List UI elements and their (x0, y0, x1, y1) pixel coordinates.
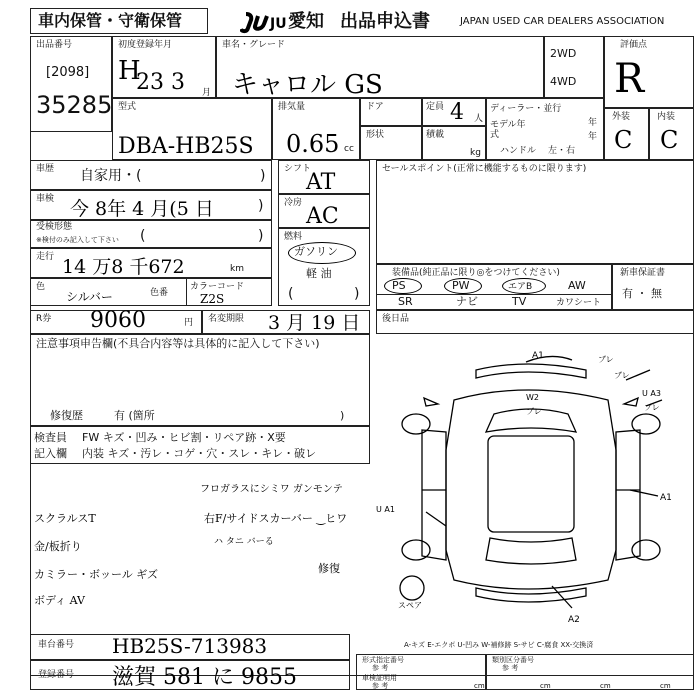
equip-tv: TV (512, 295, 527, 308)
load-unit: kg (470, 148, 481, 158)
inspector-label-1: 検査員 (34, 431, 67, 444)
history-close: ) (260, 168, 266, 184)
fuel-label: 燃料 (284, 232, 303, 242)
mileage-unit: km (230, 264, 244, 274)
r-ticket-value: 9060 (90, 308, 146, 333)
drive-4wd: 4WD (550, 75, 577, 88)
inspector-line-2: 内装 キズ・汚レ・コゲ・穴・スレ・キレ・破レ (82, 447, 317, 460)
drive-2wd: 2WD (550, 47, 577, 60)
equipment-title: 装備品(純正品に限り◎をつけてください) (392, 268, 560, 278)
sales-point-cell (376, 160, 694, 264)
new-car-label: 新車保証書 (620, 268, 666, 278)
equip-kawaseat: カワシート (556, 298, 602, 308)
equip-aw: AW (568, 279, 586, 292)
type-cert-label: 形式指定番号 (362, 656, 404, 664)
first-reg-label: 初度登録年月 (118, 40, 173, 50)
cert-unit-3: cm (600, 682, 611, 690)
svg-text:ブレ: ブレ (644, 403, 660, 412)
aircon-label: 冷房 (284, 198, 303, 208)
svg-text:W2: W2 (526, 393, 539, 402)
damage-legend: A-キズ E-エクボ U-凹み W-補修跡 S-サビ C-腐食 XX-交換済 (404, 641, 594, 649)
svg-text:U A3: U A3 (642, 389, 661, 398)
color-code-label: カラーコード (190, 282, 245, 292)
first-reg-value: 23 3 (136, 70, 185, 95)
displacement-unit: cc (344, 144, 354, 154)
equip-pw-circle (444, 278, 482, 294)
chassis-label: 車台番号 (38, 640, 75, 650)
drive-cell (544, 36, 604, 98)
equip-pw: PW (452, 279, 470, 292)
shape-label: 形状 (366, 130, 385, 140)
equip-airbag-circle (502, 278, 546, 294)
vehicle-damage-diagram (376, 340, 694, 626)
inspector-line-1: FW キズ・凹み・ヒビ割・リペア跡・X要 (82, 431, 286, 444)
color-code-value: Z2S (200, 292, 225, 306)
inspection-close: ) (258, 198, 264, 214)
sales-point-label: セールスポイント(正常に機能するものに限ります) (382, 164, 587, 174)
org-name: 愛知 (288, 11, 324, 32)
interior-label: 内装 (657, 112, 676, 122)
rating-value: R (614, 56, 645, 102)
handle-options: 左・右 (548, 146, 576, 156)
displacement-value: 0.65 (286, 130, 340, 158)
inspection-label: 車検 (36, 194, 55, 204)
model-year-label: モデル年式 (490, 120, 526, 140)
handwritten-note-4: 金/板折り (34, 540, 82, 553)
first-reg-era: H (118, 56, 141, 86)
mileage-value: 14 万8 千672 (62, 256, 185, 278)
history-value: 自家用・( (80, 168, 142, 184)
acceptance-label: 受検形態 (36, 222, 73, 232)
model-value: DBA-HB25S (118, 134, 254, 159)
svg-text:ブレ: ブレ (598, 355, 614, 364)
form-title: 出品申込書 (340, 11, 430, 32)
repair-close: ) (340, 409, 345, 422)
aircon-value: AC (306, 204, 339, 229)
equip-sr: SR (398, 295, 413, 308)
svg-text:U A1: U A1 (376, 505, 395, 514)
equip-airbag: エアB (508, 282, 533, 292)
shift-label: シフト (284, 164, 312, 174)
color-number-label: 色番 (150, 288, 169, 298)
svg-text:JU: JU (270, 16, 286, 32)
notes-label: 注意事項申告欄(不具合内容等は具体的に記入して下さい) (36, 337, 320, 350)
cert-unit-2: cm (540, 682, 551, 690)
name-change-label: 名変期限 (208, 314, 245, 324)
interior-value: C (660, 126, 679, 154)
cert-label: 車検証明用 (362, 674, 397, 682)
acceptance-paren: ( (140, 228, 146, 244)
chassis-value: HB25S-713983 (112, 634, 268, 658)
type-cert-sub: 参 考 (372, 664, 389, 672)
r-ticket-unit: 円 (184, 318, 194, 328)
fuel-paren: ( (288, 286, 294, 302)
equip-navi: ナビ (456, 295, 478, 308)
color-label: 色 (36, 282, 46, 292)
svg-text:ブレ: ブレ (614, 371, 630, 380)
load-label: 積載 (426, 130, 445, 140)
handwritten-note-8: ボディ AV (34, 594, 85, 607)
history-label: 車歴 (36, 164, 55, 174)
handwritten-note-3: 右F/サイドスカーバー ‿ヒワ (204, 512, 348, 525)
first-reg-month-unit: 月 (202, 88, 212, 98)
handwritten-note-5: ハ タニ バーる (214, 537, 274, 547)
year-unit-2: 年 (588, 132, 598, 142)
fuel-close: ) (354, 286, 360, 302)
class-sub: 参 考 (502, 664, 519, 672)
svg-text:A1: A1 (532, 351, 544, 361)
capacity-unit: 人 (474, 114, 484, 124)
dealer-label: ディーラー・並行 (490, 104, 562, 114)
cert-unit-4: cm (660, 682, 671, 690)
car-name-label: 車名・グレード (222, 40, 286, 50)
exterior-label: 外装 (612, 112, 631, 122)
registration-label: 登録番号 (38, 670, 75, 680)
aftermarket-cell (376, 310, 694, 334)
repair-value: 有 (箇所 (114, 409, 155, 422)
ju-logo (240, 10, 286, 34)
svg-text:ブレ: ブレ (526, 407, 542, 416)
cert-sub: 参 考 (372, 682, 389, 690)
handwritten-note-2: スクラルスT (34, 512, 96, 525)
capacity-value: 4 (450, 100, 464, 125)
inspector-label-2: 記入欄 (34, 447, 67, 460)
history-cell (30, 160, 272, 190)
svg-text:A1: A1 (660, 493, 672, 503)
new-car-value: 有 ・ 無 (622, 287, 662, 300)
fuel-value: ガソリン (294, 245, 338, 258)
equip-ps: PS (392, 279, 406, 292)
handle-label: ハンドル (500, 146, 537, 156)
exterior-value: C (614, 126, 633, 154)
acceptance-close: ) (258, 228, 264, 244)
cert-unit-1: cm (474, 682, 485, 690)
repair-label: 修復歴 (50, 409, 83, 422)
handwritten-note-1: フロガラスにシミワ ガンモンテ (200, 484, 343, 495)
door-label: ドア (366, 102, 384, 112)
aftermarket-label: 後日品 (382, 314, 410, 324)
registration-value: 滋賀 581 に 9855 (112, 665, 297, 690)
handwritten-note-6: カミラー・ボッール ギズ (34, 568, 159, 581)
association-name: JAPAN USED CAR DEALERS ASSOCIATION (460, 16, 665, 27)
color-value: シルバー (66, 290, 113, 304)
mileage-label: 走行 (36, 252, 55, 262)
name-change-value: 3 月 19 日 (268, 312, 361, 334)
handwritten-note-7: 修復 (318, 562, 340, 575)
displacement-label: 排気量 (278, 102, 306, 112)
lot-label: 出品番号 (36, 40, 73, 50)
equip-ps-circle (384, 278, 422, 294)
lot-number: 35285 (36, 91, 113, 119)
model-label: 型式 (118, 102, 137, 112)
year-unit-1: 年 (588, 118, 598, 128)
inspection-value: 今 8年 4 月(5 日 (70, 198, 214, 220)
shift-value: AT (306, 170, 336, 195)
class-label: 類別区分番号 (492, 656, 534, 664)
acceptance-note: ※検付のみ記入して下さい (36, 236, 119, 244)
rating-label: 評価点 (620, 40, 648, 50)
capacity-label: 定員 (426, 102, 445, 112)
lot-sub: [2098] (46, 65, 90, 80)
storage-tag: 車内保管・守衛保管 (38, 11, 183, 30)
svg-text:A2: A2 (568, 615, 580, 625)
svg-text:スペア: スペア (398, 601, 422, 610)
color-divider (186, 278, 187, 306)
fuel-alt: 軽 油 (306, 267, 332, 280)
car-name-value: キャロル GS (232, 70, 383, 100)
r-ticket-label: R券 (36, 314, 52, 324)
